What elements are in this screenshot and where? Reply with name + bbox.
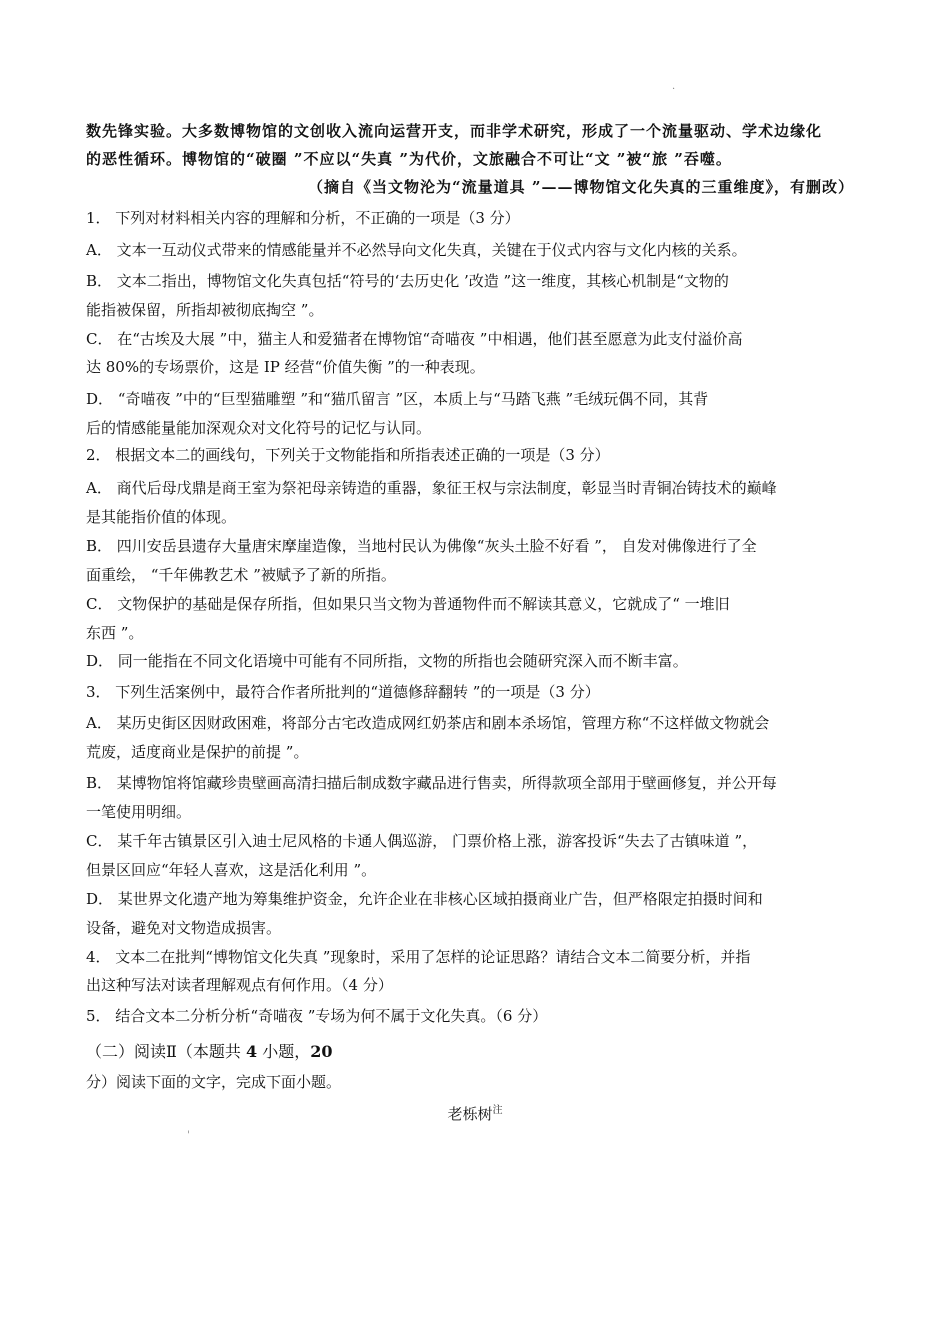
question-2-option-c-line-1: C． 文物保护的基础是保存所指，但如果只当文物为普通物件而不解读其意义，它就成了“ 一堆旧 xyxy=(86,595,730,613)
section-heading-line-2: 分）阅读下面的文字，完成下面小题。 xyxy=(86,1073,342,1091)
question-2-stem: 2． 根据文本二的画线句，下列关于文物能指和所指表述正确的一项是（3 分） xyxy=(86,446,610,464)
question-3-option-a-line-1: A． 某历史街区因财政困难，将部分古宅改造成网红奶茶店和剧本杀场馆，管理方称“不这样做文物就会 xyxy=(86,714,770,732)
intro-line-2: 的恶性循环。博物馆的“破圈 ”不应以“失真 ”为代价，文旅融合不可让“文 ”被“旅 ”吞噬。 xyxy=(86,150,732,168)
scan-speck: ' xyxy=(187,1130,190,1141)
question-2-option-b-line-1: B． 四川安岳县遗存大量唐宋摩崖造像，当地村民认为佛像“灰头土脸不好看 ”， 自发对佛像进行了全 xyxy=(86,537,757,555)
question-2-option-c-line-2: 东西 ”。 xyxy=(86,624,144,642)
question-2-option-a-line-2: 是其能指价值的体现。 xyxy=(86,508,237,526)
question-3-option-b-line-1: B． 某博物馆将馆藏珍贵壁画高清扫描后制成数字藏品进行售卖，所得款项全部用于壁画修复，并公开每 xyxy=(86,774,777,792)
question-1-option-c-line-1: C． 在“古埃及大展 ”中，猫主人和爱猫者在博物馆“奇喵夜 ”中相遇，他们甚至愿意为此支付溢价高 xyxy=(86,330,743,348)
section-question-count: 4 xyxy=(245,1042,258,1061)
question-1-option-a: A． 文本一互动仪式带来的情感能量并不必然导向文化失真，关键在于仪式内容与文化内核的关系。 xyxy=(86,241,747,259)
question-1-option-d-line-2: 后的情感能量能加深观众对文化符号的记忆与认同。 xyxy=(86,419,432,437)
question-5: 5． 结合文本二分析分析“奇喵夜 ”专场为何不属于文化失真。（6 分） xyxy=(86,1007,548,1025)
question-3-option-b-line-2: 一笔使用明细。 xyxy=(86,803,192,821)
intro-line-1: 数先锋实验。大多数博物馆的文创收入流向运营开支，而非学术研究，形成了一个流量驱动、学术边缘化 xyxy=(86,122,823,140)
question-4-line-1: 4． 文本二在批判“博物馆文化失真 ”现象时，采用了怎样的论证思路？请结合文本二简要分析，并指 xyxy=(86,948,751,966)
question-2-option-d: D． 同一能指在不同文化语境中可能有不同所指，文物的所指也会随研究深入而不断丰富。 xyxy=(86,652,688,670)
scan-speck: · xyxy=(672,84,676,95)
question-2-option-a-line-1: A． 商代后母戊鼎是商王室为祭祀母亲铸造的重器，象征王权与宗法制度，彰显当时青铜冶铸技术的巅峰 xyxy=(86,479,777,497)
question-3-option-c-line-2: 但景区回应“年轻人喜欢，这是活化利用 ”。 xyxy=(86,861,377,879)
question-3-option-a-line-2: 荒废，适度商业是保护的前提 ”。 xyxy=(86,743,309,761)
question-4-line-2: 出这种写法对读者理解观点有何作用。（4 分） xyxy=(86,976,393,994)
section-heading-mid: 小题， xyxy=(257,1042,311,1061)
section-heading-line-1 xyxy=(86,1042,332,1062)
poem-title xyxy=(0,1101,950,1124)
question-3-option-d-line-2: 设备，避免对文物造成损害。 xyxy=(86,919,282,937)
question-1-stem: 1． 下列对材料相关内容的理解和分析，不正确的一项是（3 分） xyxy=(86,209,520,227)
question-3-option-d-line-1: D． 某世界文化遗产地为筹集维护资金，允许企业在非核心区域拍摄商业广告，但严格限定拍摄时间和 xyxy=(86,890,763,908)
question-2-option-b-line-2: 面重绘， “千年佛教艺术 ”被赋予了新的所指。 xyxy=(86,566,396,584)
source-citation: （摘自《当文物沦为“流量道具 ”——博物馆文化失真的三重维度》，有删改） xyxy=(308,178,854,196)
question-1-option-c-line-2: 达 80%的专场票价，这是 IP 经营“价值失衡 ”的一种表现。 xyxy=(86,358,485,376)
poem-title-note: 注 xyxy=(492,1105,503,1116)
question-3-stem: 3． 下列生活案例中，最符合作者所批判的“道德修辞翻转 ”的一项是（3 分） xyxy=(86,683,600,701)
question-3-option-c-line-1: C． 某千年古镇景区引入迪士尼风格的卡通人偶巡游， 门票价格上涨，游客投诉“失去了古镇味道 ”， xyxy=(86,832,758,850)
question-1-option-b-line-1: B． 文本二指出，博物馆文化失真包括“符号的‘去历史化 ’改造 ”这一维度，其核心机制是“文物的 xyxy=(86,272,729,290)
section-total-score: 20 xyxy=(310,1042,333,1061)
question-1-option-b-line-2: 能指被保留，所指却被彻底掏空 ”。 xyxy=(86,301,324,319)
poem-title-text: 老栎树 xyxy=(447,1105,493,1123)
section-heading-prefix: （二）阅读Ⅱ（本题共 xyxy=(86,1042,246,1061)
question-1-option-d-line-1: D． “奇喵夜 ”中的“巨型猫雕塑 ”和“猫爪留言 ”区，本质上与“马踏飞燕 ”毛绒玩偶不同，其背 xyxy=(86,390,709,408)
